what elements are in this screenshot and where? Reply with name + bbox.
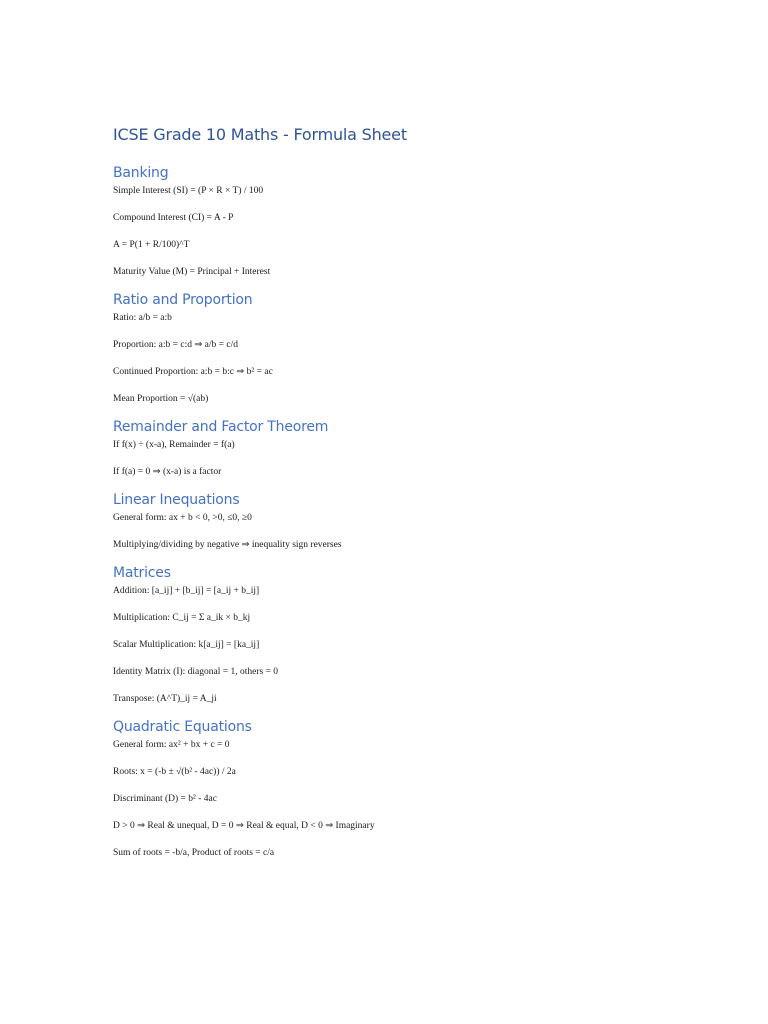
formula-line: Compound Interest (CI) = A - P [113,213,234,223]
section-heading-ratio-proportion: Ratio and Proportion [113,292,253,308]
formula-line: Discriminant (D) = b² - 4ac [113,794,217,804]
formula-line: Roots: x = (-b ± √(b² - 4ac)) / 2a [113,767,236,777]
formula-line: Multiplication: C_ij = Σ a_ik × b_kj [113,613,251,623]
formula-line: Multiplying/dividing by negative ⇒ inequality sign reverses [113,540,342,550]
section-heading-matrices: Matrices [113,565,171,581]
formula-line: Scalar Multiplication: k[a_ij] = [ka_ij] [113,640,260,650]
section-matrices [113,562,713,707]
formula-line: Ratio: a/b = a:b [113,313,172,323]
formula-line: Simple Interest (SI) = (P × R × T) / 100 [113,186,264,196]
section-linear-inequations [113,489,713,553]
formula-line: Continued Proportion: a:b = b:c ⇒ b² = ac [113,367,273,377]
formula-line: Transpose: (A^T)_ij = A_ji [113,694,217,704]
section-quadratic-equations [113,716,713,861]
formula-line: Maturity Value (M) = Principal + Interest [113,267,271,277]
formula-line: If f(a) = 0 ⇒ (x-a) is a factor [113,467,222,477]
formula-line: General form: ax² + bx + c = 0 [113,740,230,750]
formula-line: D > 0 ⇒ Real & unequal, D = 0 ⇒ Real & equal, D < 0 ⇒ Imaginary [113,821,375,831]
formula-line: Addition: [a_ij] + [b_ij] = [a_ij + b_ij] [113,586,260,596]
formula-line: Mean Proportion = √(ab) [113,394,209,404]
formula-line: Sum of roots = -b/a, Product of roots = c/a [113,848,275,858]
section-heading-remainder-factor: Remainder and Factor Theorem [113,419,329,435]
section-remainder-factor [113,416,713,480]
section-heading-banking: Banking [113,165,169,181]
formula-line: A = P(1 + R/100)^T [113,240,190,250]
section-heading-quadratic-equations: Quadratic Equations [113,719,252,735]
section-heading-linear-inequations: Linear Inequations [113,492,240,508]
section-banking [113,162,713,280]
formula-line: Proportion: a:b = c:d ⇒ a/b = c/d [113,340,239,350]
formula-line: General form: ax + b < 0, >0, ≤0, ≥0 [113,513,252,523]
formula-line: If f(x) ÷ (x-a), Remainder = f(a) [113,440,235,450]
document-title: ICSE Grade 10 Maths - Formula Sheet [113,125,407,144]
formula-line: Identity Matrix (I): diagonal = 1, others = 0 [113,667,279,677]
formula-sheet-page [113,122,713,870]
section-ratio-proportion [113,289,713,407]
